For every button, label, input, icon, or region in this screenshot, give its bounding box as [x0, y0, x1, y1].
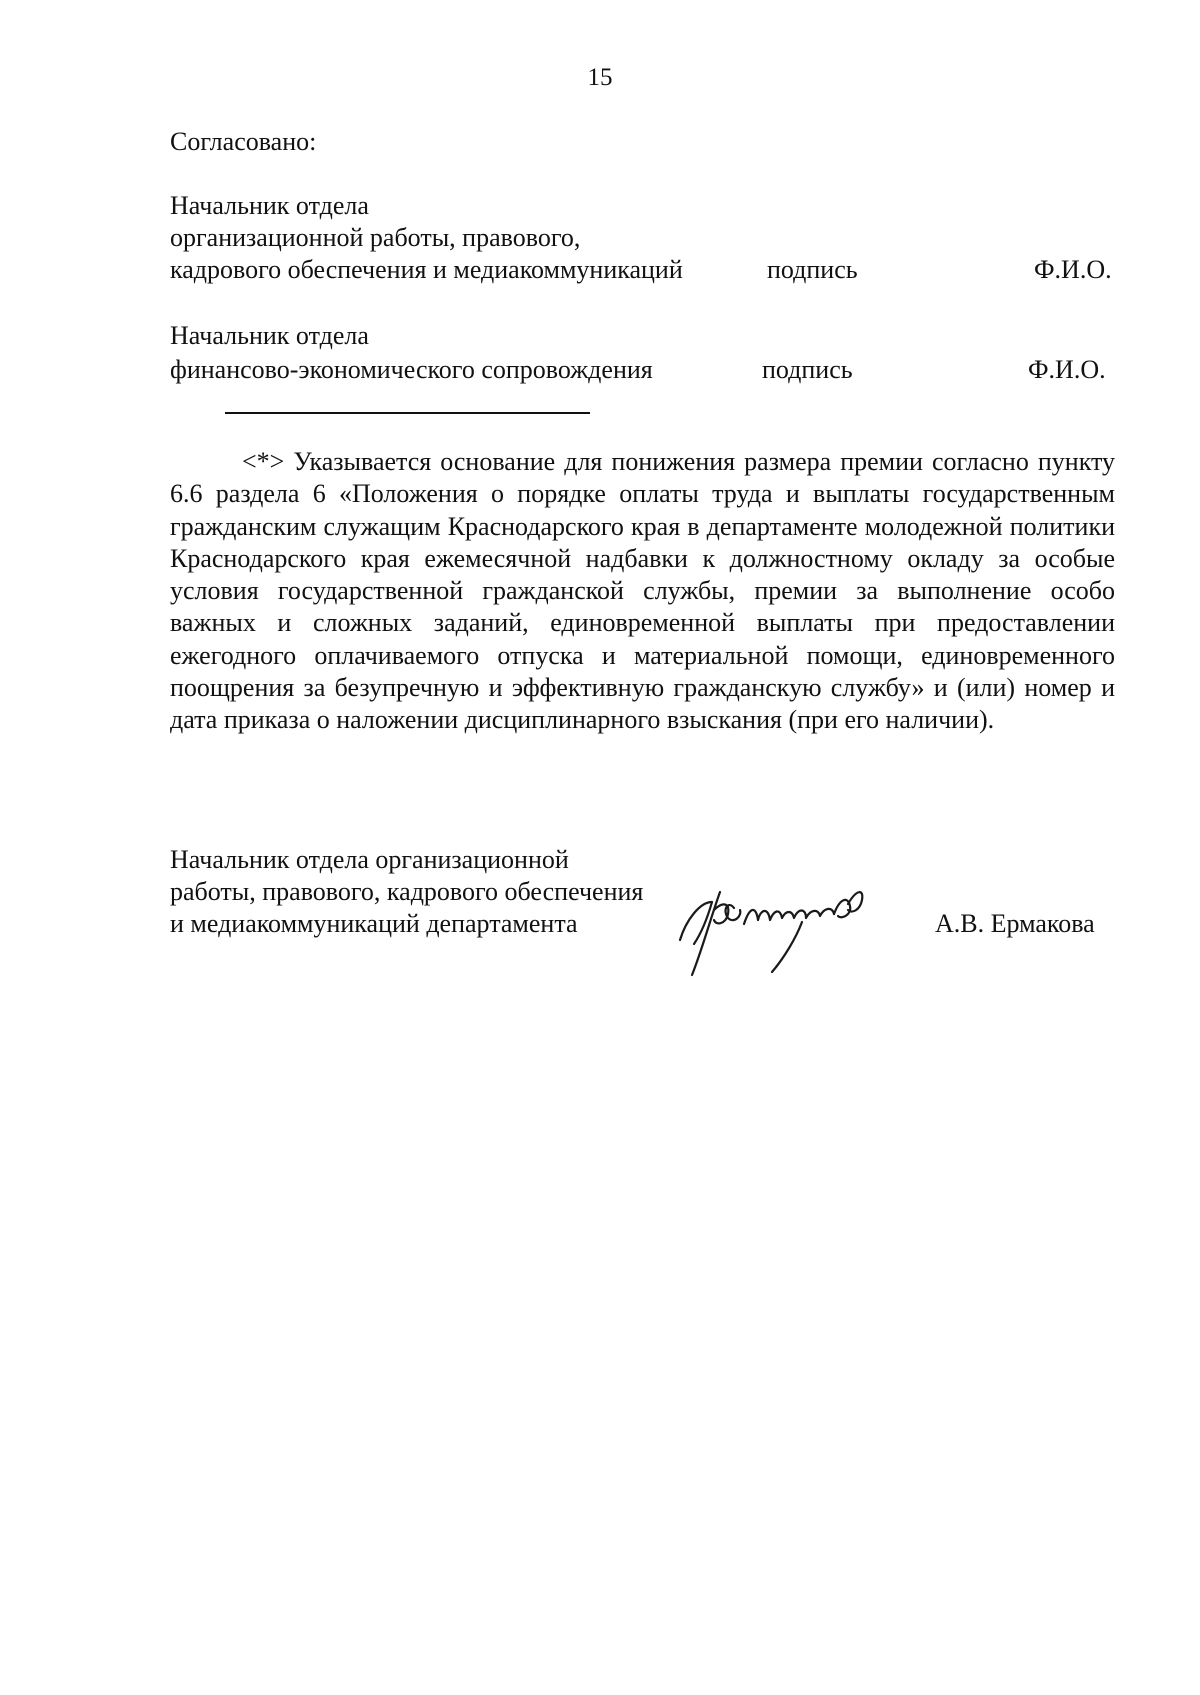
signatory-position [170, 844, 643, 940]
approved-heading: Согласовано: [170, 127, 317, 156]
signatory-position-line: Начальник отдела организационной [170, 845, 569, 874]
page-number: 15 [587, 64, 613, 91]
footnote-text: <*> Указывается основание для понижения размера премии согласно пункту 6.6 раздела 6 «Положения о порядке оплаты труда и выплаты государственным гражданским служащим Краснодарского края в департаменте молодежной политики Краснодарского края ежемесячной надбавки к должностному окладу за особые условия государственной гражданской службы, премии за выполнение особо важных и сложных заданий, единовременной выплаты при предоставлении ежегодного оплачиваемого отпуска и материальной помощи, единовременного поощрения за безупречную и эффективную гражданскую службу» и (или) номер и дата приказа о наложении дисциплинарного взыскания (при его наличии). [170, 447, 1115, 735]
approval-1-position-line: организационной работы, правового, [170, 223, 581, 252]
footnote-separator [225, 412, 590, 414]
handwritten-signature [672, 880, 892, 990]
signatory-position-line: работы, правового, кадрового обеспечения [170, 877, 644, 906]
approval-2-signature-label: подпись [762, 355, 853, 384]
signature-stroke [744, 909, 834, 924]
approval-block-2 [170, 320, 1130, 390]
signature-stroke [680, 902, 712, 944]
signatory-position-line: и медиакоммуникаций департамента [170, 909, 578, 938]
approval-1-position-line: кадрового обеспечения и медиакоммуникаций [170, 255, 683, 284]
signatory-name: А.В. Ермакова [935, 909, 1095, 938]
approval-2-position-line: Начальник отдела [170, 321, 369, 350]
approval-block-1 [170, 190, 1130, 290]
approval-1-signature-label: подпись [767, 255, 858, 284]
approval-2-name-label: Ф.И.О. [1028, 355, 1106, 384]
approval-1-position-line: Начальник отдела [170, 191, 369, 220]
signature-stroke [772, 922, 802, 972]
approval-2-position-line: финансово-экономического сопровождения [170, 355, 653, 384]
approval-1-name-label: Ф.И.О. [1034, 255, 1112, 284]
